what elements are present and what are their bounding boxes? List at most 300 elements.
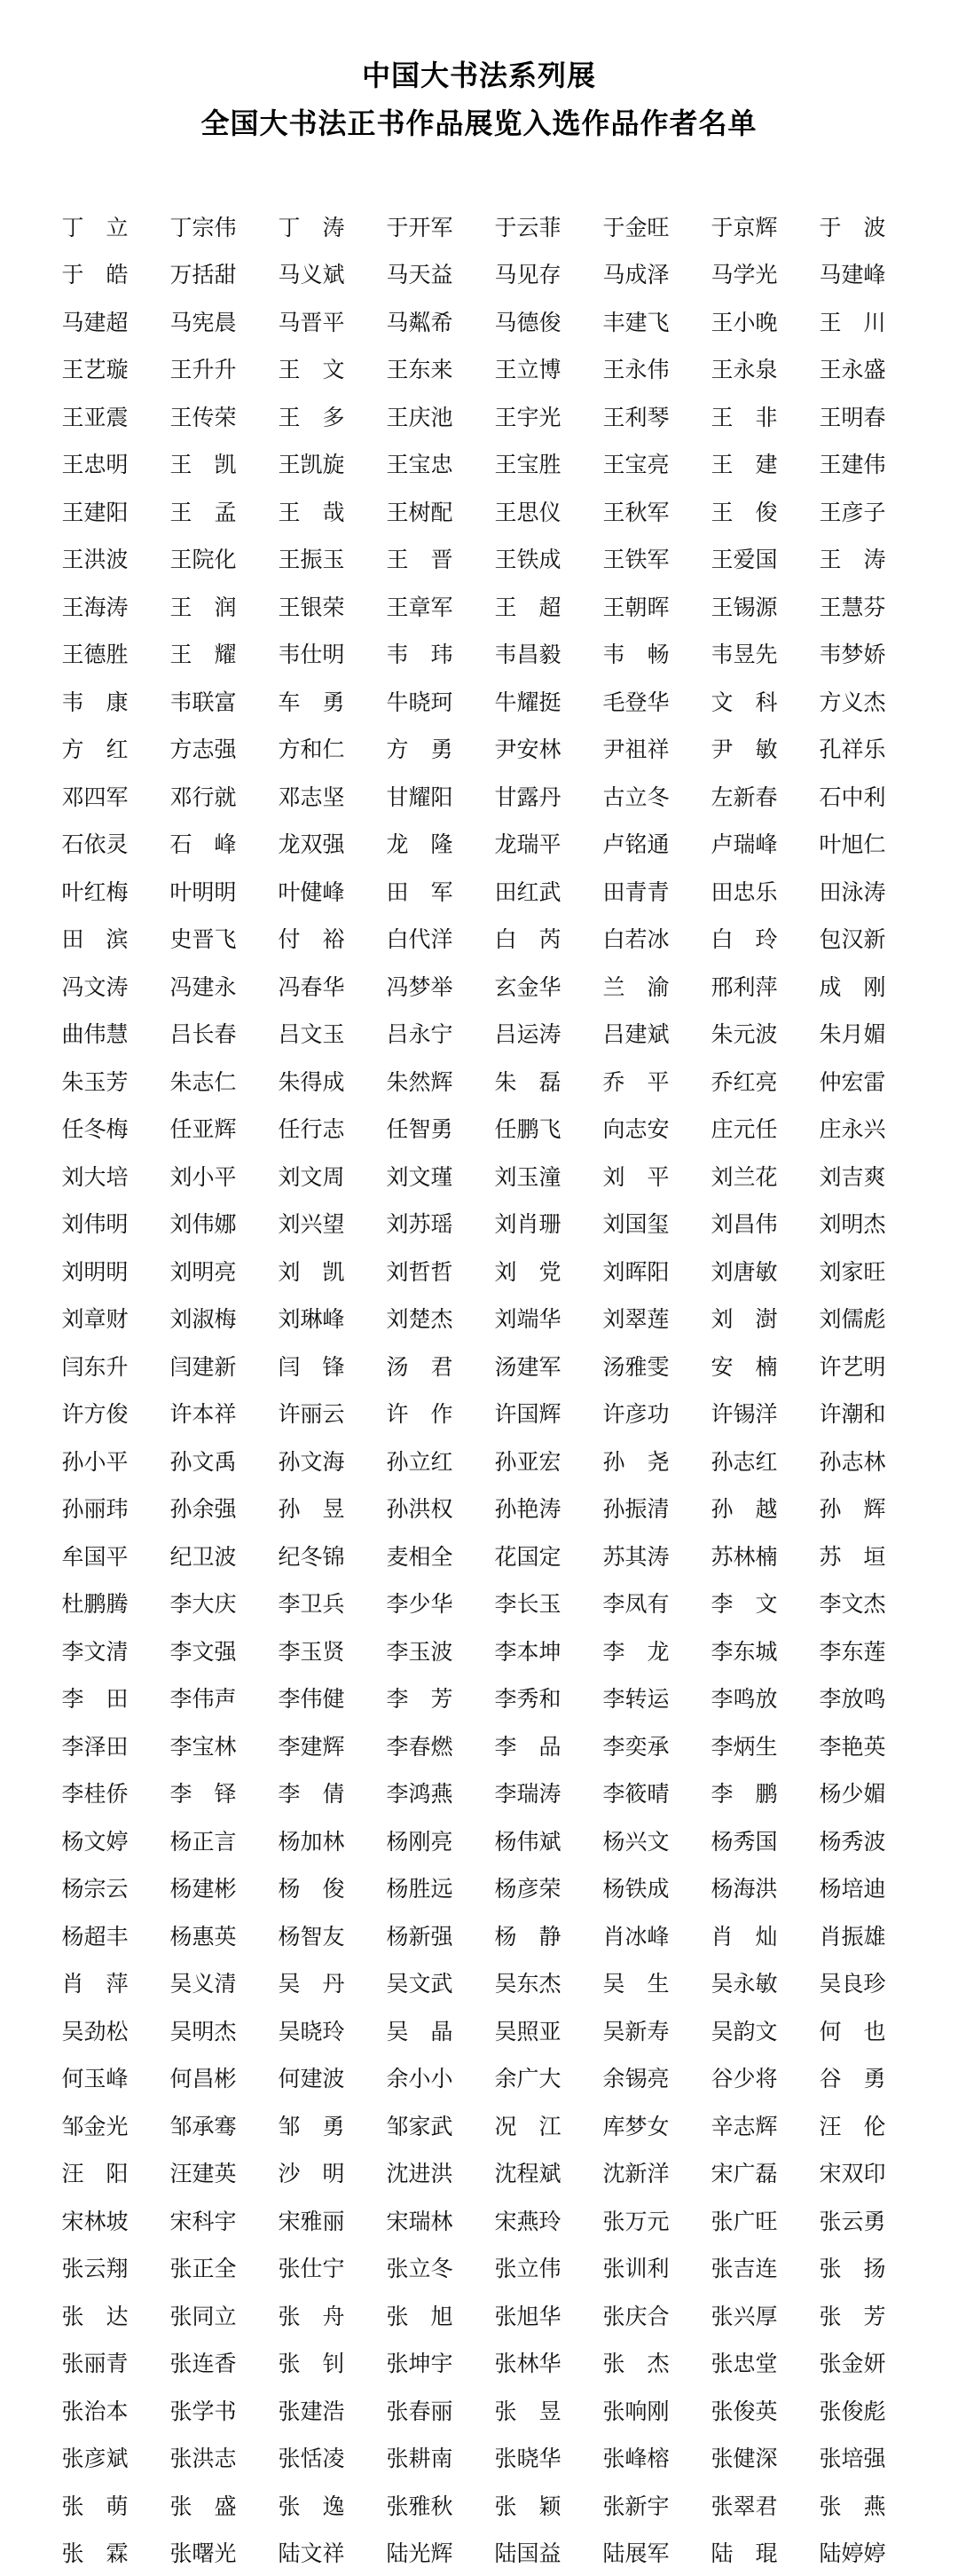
author-name: 刘端华 [474,1295,582,1343]
author-name: 花国定 [474,1532,582,1579]
author-name: 于 皓 [41,250,149,298]
author-name: 辛志辉 [690,2101,798,2149]
author-name: 刘明明 [41,1247,149,1295]
author-name: 苏其涛 [582,1532,690,1579]
author-name: 张曙光 [149,2529,257,2576]
author-name: 万括甜 [149,250,257,298]
author-name: 王永伟 [582,345,690,393]
author-name: 杨惠英 [149,1911,257,1959]
author-name: 张春丽 [365,2386,474,2434]
author-name: 韦 畅 [582,630,690,678]
author-name: 张丽青 [41,2339,149,2387]
author-name: 刘 平 [582,1152,690,1200]
author-name: 吴东杰 [474,1959,582,2007]
author-name: 邓行就 [149,772,257,820]
author-name: 肖 灿 [690,1911,798,1959]
author-name: 王思仪 [474,487,582,535]
author-name: 朱得成 [257,1057,365,1105]
author-name: 王 非 [690,392,798,440]
author-name: 刘明亮 [149,1247,257,1295]
author-name: 李伟声 [149,1674,257,1722]
selected-authors-list-title: 全国大书法正书作品展览入选作品作者名单 [0,99,958,147]
author-name: 孙志林 [798,1437,907,1485]
author-name: 于云菲 [474,202,582,250]
author-name: 孙 尧 [582,1437,690,1485]
author-name: 王 多 [257,392,365,440]
author-name: 任冬梅 [41,1105,149,1153]
author-name: 孙文禹 [149,1437,257,1485]
author-name: 刘文周 [257,1152,365,1200]
author-name: 余小小 [365,2054,474,2102]
author-name: 杨 俊 [257,1864,365,1912]
author-name: 王 俊 [690,487,798,535]
author-name: 白若冰 [582,915,690,963]
author-name: 张 扬 [798,2244,907,2292]
author-name: 刘哲哲 [365,1247,474,1295]
author-name: 张 杰 [582,2339,690,2387]
author-name: 孙志红 [690,1437,798,1485]
author-name: 刘昌伟 [690,1200,798,1248]
author-name: 冯梦举 [365,962,474,1010]
author-name: 韦 康 [41,677,149,725]
author-name: 马义斌 [257,250,365,298]
author-name: 谷少将 [690,2054,798,2102]
author-name: 仲宏雷 [798,1057,907,1105]
author-name: 吴新寿 [582,2006,690,2054]
author-name: 孙余强 [149,1485,257,1532]
author-name: 张 逸 [257,2481,365,2529]
author-name: 陆光辉 [365,2529,474,2576]
author-name: 李少华 [365,1579,474,1627]
author-name: 李玉贤 [257,1627,365,1674]
author-name: 李放鸣 [798,1674,907,1722]
author-name: 韦梦娇 [798,630,907,678]
author-name: 王海涛 [41,582,149,630]
author-name: 孙艳涛 [474,1485,582,1532]
author-name: 牟国平 [41,1532,149,1579]
author-name: 李泽田 [41,1721,149,1769]
author-name: 李大庆 [149,1579,257,1627]
author-name: 王 孟 [149,487,257,535]
author-name: 文 科 [690,677,798,725]
author-name: 杨海洪 [690,1864,798,1912]
author-name: 张耕南 [365,2434,474,2482]
author-name: 许锡洋 [690,1390,798,1438]
author-name: 王永泉 [690,345,798,393]
author-name: 任亚辉 [149,1105,257,1153]
author-name: 宋科宇 [149,2196,257,2244]
author-name: 张 霖 [41,2529,149,2576]
author-name: 纪卫波 [149,1532,257,1579]
author-name: 王利琴 [582,392,690,440]
author-name: 杨彦荣 [474,1864,582,1912]
author-name: 付 裕 [257,915,365,963]
author-name: 吴晓玲 [257,2006,365,2054]
author-name: 王 耀 [149,630,257,678]
author-name: 张晓华 [474,2434,582,2482]
author-name: 王铁成 [474,535,582,583]
author-name: 杨培迪 [798,1864,907,1912]
author-name: 田青青 [582,867,690,915]
author-name: 刘大培 [41,1152,149,1200]
author-name: 龙 隆 [365,820,474,868]
author-name: 何建波 [257,2054,365,2102]
author-name: 任智勇 [365,1105,474,1153]
author-name: 石依灵 [41,820,149,868]
author-name: 玄金华 [474,962,582,1010]
author-name: 田 军 [365,867,474,915]
author-name: 方 红 [41,725,149,773]
author-name: 王彦子 [798,487,907,535]
author-name: 叶旭仁 [798,820,907,868]
author-name: 王明春 [798,392,907,440]
author-name: 车 勇 [257,677,365,725]
author-name: 杨超丰 [41,1911,149,1959]
author-name: 张旭华 [474,2291,582,2339]
author-name: 李春燃 [365,1721,474,1769]
author-name: 刘唐敏 [690,1247,798,1295]
author-name: 叶健峰 [257,867,365,915]
author-name: 李 倩 [257,1769,365,1817]
author-name: 李炳生 [690,1721,798,1769]
author-name: 卢铭通 [582,820,690,868]
author-name: 朱志仁 [149,1057,257,1105]
author-name: 王宝亮 [582,440,690,488]
author-name: 王凯旋 [257,440,365,488]
author-name: 张忠堂 [690,2339,798,2387]
author-name: 李瑞涛 [474,1769,582,1817]
author-name: 李转运 [582,1674,690,1722]
author-name: 汪 伦 [798,2101,907,2149]
author-name: 韦昌毅 [474,630,582,678]
author-name: 李伟健 [257,1674,365,1722]
author-name: 吴文武 [365,1959,474,2007]
author-name: 吴韵文 [690,2006,798,2054]
author-name: 杜鹏腾 [41,1579,149,1627]
author-name: 王庆池 [365,392,474,440]
author-name: 古立冬 [582,772,690,820]
author-name: 张连香 [149,2339,257,2387]
author-name: 吴 生 [582,1959,690,2007]
author-name: 刘吉爽 [798,1152,907,1200]
author-name: 李东莲 [798,1627,907,1674]
author-name: 苏 垣 [798,1532,907,1579]
author-name: 刘伟明 [41,1200,149,1248]
author-name: 甘耀阳 [365,772,474,820]
author-name: 张 达 [41,2291,149,2339]
author-name: 马见存 [474,250,582,298]
author-name: 许国辉 [474,1390,582,1438]
author-name: 吕运涛 [474,1010,582,1058]
author-name: 庄永兴 [798,1105,907,1153]
author-name: 王朝晖 [582,582,690,630]
author-name: 杨秀波 [798,1816,907,1864]
author-name: 孙亚宏 [474,1437,582,1485]
author-name: 曲伟慧 [41,1010,149,1058]
author-name: 麦相全 [365,1532,474,1579]
author-name: 李 芳 [365,1674,474,1722]
author-name: 孙小平 [41,1437,149,1485]
author-name: 王 超 [474,582,582,630]
author-name: 龙双强 [257,820,365,868]
author-name: 杨刚亮 [365,1816,474,1864]
author-name: 吴 丹 [257,1959,365,2007]
author-name: 张建浩 [257,2386,365,2434]
author-name: 张 旭 [365,2291,474,2339]
author-name: 于开军 [365,202,474,250]
author-name: 苏林楠 [690,1532,798,1579]
author-name: 李鸿燕 [365,1769,474,1817]
author-name: 王立博 [474,345,582,393]
author-name: 王慧芬 [798,582,907,630]
author-name: 张峰榕 [582,2434,690,2482]
author-name: 李 铎 [149,1769,257,1817]
author-name: 王 涛 [798,535,907,583]
author-name: 吕建斌 [582,1010,690,1058]
author-name: 李 龙 [582,1627,690,1674]
author-name: 马学光 [690,250,798,298]
author-name: 杨智友 [257,1911,365,1959]
author-name: 王宝胜 [474,440,582,488]
author-name: 吴义清 [149,1959,257,2007]
author-name: 李 田 [41,1674,149,1722]
author-name: 乔红亮 [690,1057,798,1105]
author-name: 吴劲松 [41,2006,149,2054]
author-name: 王传荣 [149,392,257,440]
author-name: 朱然辉 [365,1057,474,1105]
author-name: 白代洋 [365,915,474,963]
author-name: 丰建飞 [582,297,690,345]
author-name: 王 文 [257,345,365,393]
author-name: 孙 越 [690,1485,798,1532]
author-name: 闫东升 [41,1342,149,1390]
title-block [0,51,958,147]
author-name: 任鹏飞 [474,1105,582,1153]
author-name: 许潮和 [798,1390,907,1438]
author-name: 王 哉 [257,487,365,535]
author-name: 龙瑞平 [474,820,582,868]
author-name: 王 晋 [365,535,474,583]
author-name: 杨少媚 [798,1769,907,1817]
author-name: 宋燕玲 [474,2196,582,2244]
author-name: 张立冬 [365,2244,474,2292]
author-name: 王宝忠 [365,440,474,488]
author-name: 孙 昱 [257,1485,365,1532]
author-name: 孙 辉 [798,1485,907,1532]
author-name: 邓四军 [41,772,149,820]
author-name: 张雅秋 [365,2481,474,2529]
author-name: 于京辉 [690,202,798,250]
author-name: 王院化 [149,535,257,583]
author-name: 何昌彬 [149,2054,257,2102]
author-name: 李卫兵 [257,1579,365,1627]
author-name: 尹 敏 [690,725,798,773]
author-name: 孙文海 [257,1437,365,1485]
author-name: 白 玲 [690,915,798,963]
author-name: 冯建永 [149,962,257,1010]
author-name: 汤 君 [365,1342,474,1390]
author-name: 李筱晴 [582,1769,690,1817]
author-name: 张响刚 [582,2386,690,2434]
author-name: 张 颖 [474,2481,582,2529]
author-name: 闫建新 [149,1342,257,1390]
author-name: 白 芮 [474,915,582,963]
author-name: 何玉峰 [41,2054,149,2102]
author-name: 王树配 [365,487,474,535]
author-name: 韦 玮 [365,630,474,678]
author-name: 刘文瑾 [365,1152,474,1200]
author-name: 刘 澍 [690,1295,798,1343]
author-name: 朱月媚 [798,1010,907,1058]
author-name: 李东城 [690,1627,798,1674]
author-name: 牛晓珂 [365,677,474,725]
author-name: 王 凯 [149,440,257,488]
author-name: 李文杰 [798,1579,907,1627]
author-name: 李艳英 [798,1721,907,1769]
author-name: 田 滨 [41,915,149,963]
author-name: 方和仁 [257,725,365,773]
author-name: 马成泽 [582,250,690,298]
author-name: 许艺明 [798,1342,907,1390]
author-name: 刘家旺 [798,1247,907,1295]
author-name: 孙洪权 [365,1485,474,1532]
author-name: 方义杰 [798,677,907,725]
author-name: 沈进洪 [365,2149,474,2197]
author-name: 王德胜 [41,630,149,678]
author-name: 毛登华 [582,677,690,725]
author-name: 张 芳 [798,2291,907,2339]
author-name: 石 峰 [149,820,257,868]
author-name: 刘玉潼 [474,1152,582,1200]
author-name: 尹祖祥 [582,725,690,773]
author-name: 李文清 [41,1627,149,1674]
author-name: 丁宗伟 [149,202,257,250]
author-name: 杨文婷 [41,1816,149,1864]
author-name: 于金旺 [582,202,690,250]
author-name: 左新春 [690,772,798,820]
author-name: 张 钊 [257,2339,365,2387]
author-name: 刘儒彪 [798,1295,907,1343]
author-name: 张 燕 [798,2481,907,2529]
author-name: 吕永宁 [365,1010,474,1058]
author-name: 叶红梅 [41,867,149,915]
author-name: 王秋军 [582,487,690,535]
author-name: 李 文 [690,1579,798,1627]
author-name: 方 勇 [365,725,474,773]
author-name: 刘淑梅 [149,1295,257,1343]
author-name: 王洪波 [41,535,149,583]
author-name: 王东来 [365,345,474,393]
author-name: 宋双印 [798,2149,907,2197]
author-name: 杨秀国 [690,1816,798,1864]
author-name: 纪冬锦 [257,1532,365,1579]
author-name: 李凤有 [582,1579,690,1627]
author-name: 李文强 [149,1627,257,1674]
exhibition-series-title: 中国大书法系列展 [0,51,958,99]
author-name: 朱元波 [690,1010,798,1058]
author-name: 许本祥 [149,1390,257,1438]
author-name: 冯文涛 [41,962,149,1010]
author-name: 李长玉 [474,1579,582,1627]
author-name: 安 楠 [690,1342,798,1390]
author-name: 张广旺 [690,2196,798,2244]
author-name: 方志强 [149,725,257,773]
author-name: 张健深 [690,2434,798,2482]
author-name: 丁 涛 [257,202,365,250]
author-name: 陆国益 [474,2529,582,2576]
author-name: 张培强 [798,2434,907,2482]
author-name: 刘兴望 [257,1200,365,1248]
author-name: 王亚震 [41,392,149,440]
author-name: 王章军 [365,582,474,630]
author-name: 刘明杰 [798,1200,907,1248]
author-name: 韦仕明 [257,630,365,678]
author-name: 邢利萍 [690,962,798,1010]
author-name: 许 作 [365,1390,474,1438]
author-name-grid [41,202,928,2576]
author-name: 陆展军 [582,2529,690,2576]
author-name: 孙振清 [582,1485,690,1532]
author-name: 马晋平 [257,297,365,345]
author-name: 马德俊 [474,297,582,345]
author-name: 吕文玉 [257,1010,365,1058]
author-name: 邹 勇 [257,2101,365,2149]
author-name: 李本坤 [474,1627,582,1674]
author-name: 许丽云 [257,1390,365,1438]
author-name: 邓志坚 [257,772,365,820]
author-name: 张俊英 [690,2386,798,2434]
author-name: 肖 萍 [41,1959,149,2007]
author-name: 沈新洋 [582,2149,690,2197]
author-name: 宋雅丽 [257,2196,365,2244]
author-name: 卢瑞峰 [690,820,798,868]
author-name: 吴照亚 [474,2006,582,2054]
author-name: 孔祥乐 [798,725,907,773]
author-name: 张彦斌 [41,2434,149,2482]
author-name: 王宇光 [474,392,582,440]
author-name: 王建阳 [41,487,149,535]
author-name: 刘翠莲 [582,1295,690,1343]
author-name: 张治本 [41,2386,149,2434]
author-name: 李宝林 [149,1721,257,1769]
author-name: 陆文祥 [257,2529,365,2576]
author-name: 刘晖阳 [582,1247,690,1295]
author-name: 王铁军 [582,535,690,583]
author-name: 刘小平 [149,1152,257,1200]
author-name: 张 盛 [149,2481,257,2529]
author-name: 王 建 [690,440,798,488]
author-name: 邹金光 [41,2101,149,2149]
author-name: 张翠君 [690,2481,798,2529]
author-name: 杨胜远 [365,1864,474,1912]
author-name: 张同立 [149,2291,257,2339]
author-name: 乔 平 [582,1057,690,1105]
author-name: 孙立红 [365,1437,474,1485]
author-name: 张 昱 [474,2386,582,2434]
author-name: 王银荣 [257,582,365,630]
author-name: 张万元 [582,2196,690,2244]
author-name: 张新宇 [582,2481,690,2529]
author-name: 杨铁成 [582,1864,690,1912]
author-name: 李玉波 [365,1627,474,1674]
author-name: 王 川 [798,297,907,345]
author-name: 王小晚 [690,297,798,345]
author-name: 田忠乐 [690,867,798,915]
author-name: 刘兰花 [690,1152,798,1200]
author-name: 王建伟 [798,440,907,488]
author-name: 杨加林 [257,1816,365,1864]
author-name: 刘 凯 [257,1247,365,1295]
